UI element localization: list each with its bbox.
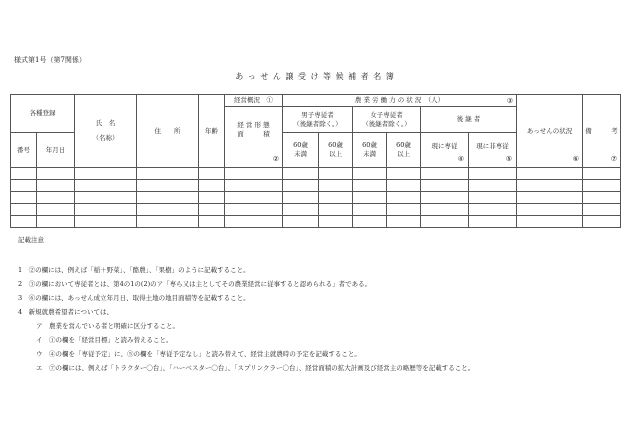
name-sub-label: （名称） [92, 134, 119, 142]
name-label: 氏 名 [95, 119, 116, 128]
circle-7-marker: ⑦ [610, 154, 618, 163]
male-over-60-header: 60歳 以上 [319, 133, 353, 168]
male-workers-header: 男子専従者 （後継者除く。） [283, 107, 353, 133]
management-area-label: 経 営 形 態 面 積 [237, 120, 270, 138]
registration-number-header: 番号 [11, 133, 37, 168]
candidate-register-table [10, 94, 621, 228]
table-row [11, 216, 621, 228]
note-line: 4 新規就農希望者については、 [18, 308, 114, 316]
female-over-60-header: 60歳 以上 [387, 133, 421, 168]
age-header: 年齢 [199, 95, 225, 168]
management-area-header [225, 107, 283, 168]
table-row [11, 204, 621, 216]
female-under-60-header: 60歳 未満 [353, 133, 387, 168]
management-header: 経営概況 ① [225, 95, 283, 107]
table-row [11, 180, 621, 192]
female-workers-header: 女子専従者 （後継者除く。） [353, 107, 421, 133]
notes-heading: 記載注意 [18, 236, 44, 244]
name-header [75, 95, 137, 168]
address-header: 住 所 [137, 95, 199, 168]
successor-not-current-header [469, 133, 517, 168]
registration-date-header: 年月日 [37, 133, 75, 168]
labor-header-label: 農 業 労 働 力 の 状 況 （人） [354, 96, 445, 105]
mediation-status-header [517, 95, 583, 168]
note-line: 1 ②の欄には、例えば「稲＋野菜」、「酪農」、「果樹」のように記載すること。 [18, 266, 250, 274]
circle-3-marker: ③ [506, 97, 514, 105]
circle-2-marker: ② [272, 154, 279, 163]
note-line: ウ ④の欄を「専従予定」に、⑤の欄を「専従予定なし」と読み替えて、経営主就農時の予定を記載すること。 [36, 350, 361, 358]
note-line: 3 ⑥の欄には、あっせん成立年月日、取得土地の地目面積等を記載すること。 [18, 294, 250, 302]
table-row [11, 168, 621, 180]
labor-header [283, 95, 517, 107]
note-line: 2 ③の欄において専従者とは、第4の1の(2)のア「専ら又は主としてその農業経営に従事すると認められる」者である。 [18, 280, 372, 288]
form-number-label: 様式第1号（第7関係） [14, 56, 86, 64]
remarks-label: 備 考 [585, 126, 618, 135]
remarks-header [583, 95, 621, 168]
successor-not-current-label: 現に非専従 [476, 141, 509, 150]
male-under-60-header: 60歳 未満 [283, 133, 319, 168]
table-row [11, 192, 621, 204]
note-line: ア 農業を営んでいる者と明確に区分すること。 [36, 322, 179, 330]
document-title: あ っ せ ん 譲 受 け 等 候 補 者 名 簿 [235, 72, 395, 81]
registration-header: 各種登録 [11, 95, 75, 133]
circle-6-marker: ⑥ [572, 154, 580, 163]
note-line: エ ⑦の欄には、例えば「トラクター〇台」、「ハーベスター〇台」、「スプリンクラー〇台」、経営面積の拡大計画及び経営主の略歴等を記載すること。 [36, 364, 475, 372]
successor-current-header [421, 133, 469, 168]
circle-4-marker: ④ [457, 154, 464, 163]
circle-5-marker: ⑤ [505, 154, 513, 163]
note-line: イ ①の欄を「経営目標」と読み替えること。 [36, 336, 173, 344]
status-label: あっせんの状況 [526, 126, 573, 135]
successor-current-label: 現に専従 [431, 141, 458, 150]
successor-header: 後 継 者 [421, 107, 517, 133]
